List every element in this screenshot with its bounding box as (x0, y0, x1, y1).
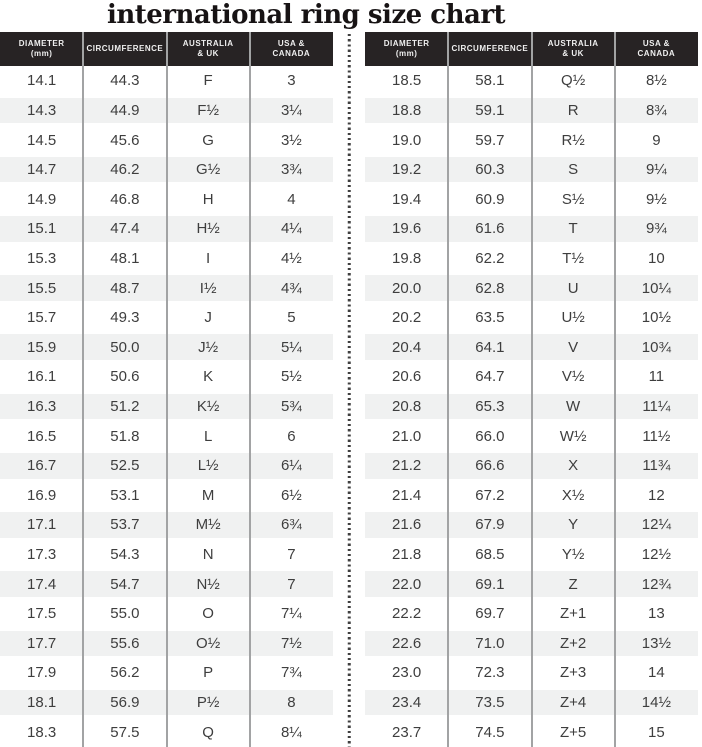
table-cell: 19.8 (392, 249, 422, 267)
table-cell: 56.2 (110, 664, 140, 682)
table-cell: 4½ (280, 249, 302, 267)
table-cell: O (202, 605, 214, 623)
table-cell: 7¼ (280, 605, 302, 623)
table-cell: 3 (287, 72, 296, 90)
table-cell: 9½ (645, 190, 667, 208)
table-cell: 73.5 (475, 694, 505, 712)
table-cell: 49.3 (110, 309, 140, 327)
table-cell: 5½ (280, 368, 302, 386)
table-cell: 69.1 (475, 575, 505, 593)
table-cell: 19.2 (392, 161, 422, 179)
table-cell: 5¼ (280, 338, 302, 356)
table-cell: 46.8 (110, 190, 140, 208)
column-divider (249, 32, 251, 747)
table-cell: 68.5 (475, 546, 505, 564)
table-cell: 44.9 (110, 101, 140, 119)
table-cell: 53.1 (110, 486, 140, 504)
table-cell: 14.9 (27, 190, 57, 208)
header-cell-circumference (448, 32, 531, 66)
table-cell: K (203, 368, 214, 386)
table-cell: R (567, 101, 579, 119)
table-cell: 22.0 (392, 575, 422, 593)
table-cell: F½ (197, 101, 219, 119)
header-label: DIAMETER (18, 39, 65, 48)
table-cell: 8 (287, 694, 296, 712)
table-cell: J½ (198, 338, 219, 356)
table-cell: 23.0 (392, 664, 422, 682)
table-cell: 72.3 (475, 664, 505, 682)
table-cell: N (202, 546, 214, 564)
table-cell: 11¼ (642, 398, 671, 415)
table-cell: 54.3 (110, 546, 140, 564)
table-cell: Q (202, 723, 214, 741)
ring-size-table-left (0, 32, 333, 747)
table-cell: 56.9 (110, 694, 140, 712)
header-label: CIRCUMFERENCE (86, 44, 164, 53)
table-cell: 44.3 (110, 72, 140, 90)
table-cell: I½ (199, 279, 217, 297)
header-cell-usa-canada (615, 32, 698, 66)
page-title: international ring size chart (106, 0, 506, 30)
table-cell: 23.7 (392, 723, 422, 741)
table-cell: 59.7 (475, 131, 505, 149)
table-cell: Z (568, 575, 578, 593)
table-cell: T½ (562, 249, 584, 267)
column-divider (82, 32, 84, 747)
title-wrap (0, 0, 702, 32)
table-cell: 60.3 (475, 161, 505, 179)
table-cell: K½ (196, 398, 220, 415)
header-cell-diameter (0, 32, 83, 66)
table-cell: 59.1 (475, 101, 505, 119)
table-cell: 10¾ (641, 338, 671, 356)
table-cell: T (568, 220, 578, 238)
column-divider (447, 32, 449, 747)
table-cell: 60.9 (475, 190, 505, 208)
table-cell: 10½ (641, 309, 671, 327)
table-cell: Z+3 (559, 664, 587, 682)
table-cell: 7¾ (280, 664, 302, 682)
table-cell: 12¾ (641, 575, 671, 593)
table-cell: W½ (559, 427, 587, 445)
table-cell: 17.4 (27, 575, 57, 593)
table-cell: 7 (287, 575, 296, 593)
table-cell: 48.1 (110, 249, 140, 267)
table-cell: 3½ (280, 131, 302, 149)
table-cell: Z+2 (559, 634, 587, 652)
table-cell: 14.5 (27, 131, 57, 149)
table-cell: 15.9 (27, 338, 57, 356)
table-cell: 17.1 (27, 516, 57, 534)
header-cell-australia-uk (532, 32, 615, 66)
table-cell: 50.0 (110, 338, 140, 356)
table-cell: 11 (648, 368, 665, 386)
table-cell: 8½ (645, 72, 667, 90)
tables-container (0, 32, 702, 747)
table-cell: 16.9 (27, 486, 57, 504)
table-cell: 12½ (641, 546, 671, 564)
column-divider (166, 32, 168, 747)
table-cell: 62.8 (475, 279, 505, 297)
table-cell: 16.7 (27, 457, 57, 475)
table-cell: 55.6 (110, 634, 140, 652)
table-cell: O½ (196, 634, 221, 652)
table-cell: 15.7 (27, 309, 57, 327)
table-cell: 11¾ (642, 457, 671, 475)
table-cell: 22.2 (392, 605, 422, 623)
table-cell: 17.3 (27, 546, 57, 564)
ring-size-table-right (365, 32, 698, 747)
table-cell: V½ (561, 368, 585, 386)
table-cell: 62.2 (475, 249, 505, 267)
table-cell: 18.8 (392, 101, 422, 119)
table-cell: 18.3 (27, 723, 57, 741)
table-cell: 12¼ (641, 516, 671, 534)
header-label: USA & (642, 39, 670, 48)
table-cell: 47.4 (110, 220, 140, 238)
table-cell: 46.2 (110, 161, 140, 179)
table-cell: 67.9 (475, 516, 505, 534)
table-cell: 17.9 (27, 664, 57, 682)
table-cell: Y½ (561, 546, 585, 564)
table-cell: 64.7 (475, 368, 505, 386)
table-cell: 17.5 (27, 605, 57, 623)
table-cell: 13 (648, 605, 665, 623)
table-cell: 65.3 (475, 398, 505, 415)
table-cell: 54.7 (110, 575, 140, 593)
table-cell: 3¾ (280, 161, 302, 179)
table-cell: 13½ (641, 634, 671, 652)
table-cell: W (566, 398, 581, 415)
table-cell: I (206, 249, 211, 267)
table-cell: 17.7 (27, 634, 57, 652)
table-cell: 63.5 (475, 309, 505, 327)
table-cell: 51.8 (110, 427, 140, 445)
table-cell: M½ (195, 516, 221, 534)
table-cell: 20.4 (392, 338, 422, 356)
table-cell: Q½ (561, 72, 586, 90)
table-cell: 19.4 (392, 190, 422, 208)
header-sublabel: & UK (197, 49, 219, 58)
table-cell: R½ (561, 131, 585, 149)
header-label: AUSTRALIA (547, 39, 599, 48)
dotted-divider (348, 34, 351, 747)
table-cell: 51.2 (110, 398, 140, 415)
table-cell: 9 (652, 131, 661, 149)
table-cell: H (202, 190, 214, 208)
table-cell: P (203, 664, 214, 682)
table-cell: 3¼ (280, 101, 302, 119)
table-cell: 66.0 (475, 427, 505, 445)
table-cell: 20.6 (392, 368, 422, 386)
table-cell: 5¾ (280, 398, 302, 415)
table-cell: 48.7 (110, 279, 140, 297)
table-cell: 18.1 (27, 694, 57, 712)
table-cell: H½ (196, 220, 220, 238)
table-cell: 20.8 (392, 398, 422, 415)
table-cell: 52.5 (110, 457, 140, 475)
table-cell: 16.3 (27, 398, 57, 415)
header-sublabel: CANADA (637, 49, 676, 58)
table-cell: 14½ (641, 694, 671, 712)
header-label: USA & (277, 39, 305, 48)
table-cell: F (203, 72, 213, 90)
header-cell-circumference (83, 32, 166, 66)
table-gap (333, 32, 365, 747)
header-sublabel: (mm) (30, 49, 53, 58)
table-cell: 6¼ (280, 457, 302, 475)
table-cell: 12 (648, 486, 665, 504)
table-cell: 10¼ (641, 279, 671, 297)
table-cell: 61.6 (475, 220, 505, 238)
header-label: CIRCUMFERENCE (451, 44, 529, 53)
table-cell: S (568, 161, 579, 179)
table-cell: 5 (287, 309, 296, 327)
table-cell: 23.4 (392, 694, 422, 712)
table-cell: J (204, 309, 212, 327)
table-cell: 14.1 (27, 72, 57, 90)
table-cell: 14 (648, 664, 665, 682)
table-cell: 8¾ (645, 101, 667, 119)
table-cell: 53.7 (110, 516, 140, 534)
table-cell: 6½ (280, 486, 302, 504)
table-cell: 50.6 (110, 368, 140, 386)
table-cell: 66.6 (475, 457, 505, 475)
table-cell: 22.6 (392, 634, 422, 652)
header-cell-australia-uk (167, 32, 250, 66)
header-sublabel: & UK (562, 49, 584, 58)
table-cell: 7½ (280, 634, 302, 652)
table-cell: Z+5 (559, 723, 587, 741)
table-cell: 21.0 (392, 427, 422, 445)
column-divider (614, 32, 616, 747)
table-cell: 57.5 (110, 723, 140, 741)
table-cell: X½ (561, 486, 585, 504)
header-cell-diameter (365, 32, 448, 66)
table-cell: V (568, 338, 579, 356)
table-cell: 18.5 (392, 72, 422, 90)
table-cell: G½ (196, 161, 221, 179)
table-cell: 58.1 (475, 72, 505, 90)
header-sublabel: (mm) (395, 49, 418, 58)
table-cell: 15.5 (27, 279, 57, 297)
table-cell: 9¾ (645, 220, 667, 238)
table-cell: 4 (287, 190, 296, 208)
table-cell: X (568, 457, 579, 475)
table-cell: 6 (287, 427, 296, 445)
table-cell: 20.2 (392, 309, 422, 327)
table-cell: 21.2 (392, 457, 422, 475)
table-cell: Z+1 (559, 605, 587, 623)
table-cell: 15.3 (27, 249, 57, 267)
table-cell: Y (568, 516, 579, 534)
table-cell: Z+4 (559, 694, 587, 712)
table-cell: 16.1 (27, 368, 57, 386)
table-cell: S½ (561, 190, 585, 208)
table-cell: 10 (648, 249, 665, 267)
table-cell: 6¾ (280, 516, 302, 534)
table-cell: L½ (197, 457, 219, 475)
table-cell: 8¼ (280, 723, 302, 741)
table-cell: 19.0 (392, 131, 422, 149)
table-cell: 21.4 (392, 486, 422, 504)
table-cell: U (567, 279, 579, 297)
header-label: DIAMETER (383, 39, 430, 48)
table-cell: 45.6 (110, 131, 140, 149)
table-cell: P½ (196, 694, 220, 712)
table-cell: 74.5 (475, 723, 505, 741)
table-cell: 4¾ (280, 279, 302, 297)
table-cell: 16.5 (27, 427, 57, 445)
table-cell: 15 (648, 723, 665, 741)
table-cell: M (201, 486, 215, 504)
table-cell: 21.8 (392, 546, 422, 564)
header-cell-usa-canada (250, 32, 333, 66)
table-cell: N½ (196, 575, 220, 593)
table-cell: 9¼ (645, 161, 667, 179)
table-cell: G (202, 131, 214, 149)
table-cell: 4¼ (280, 220, 302, 238)
table-cell: 20.0 (392, 279, 422, 297)
table-cell: 15.1 (27, 220, 57, 238)
table-cell: 71.0 (475, 634, 505, 652)
table-cell: U½ (561, 309, 585, 327)
column-divider (531, 32, 533, 747)
table-cell: 67.2 (475, 486, 505, 504)
table-cell: 14.3 (27, 101, 57, 119)
table-cell: 19.6 (392, 220, 422, 238)
table-cell: 55.0 (110, 605, 140, 623)
table-cell: L (203, 427, 213, 445)
table-cell: 11½ (642, 427, 671, 445)
header-label: AUSTRALIA (182, 39, 234, 48)
header-sublabel: CANADA (272, 49, 311, 58)
table-cell: 7 (287, 546, 296, 564)
table-cell: 14.7 (27, 161, 57, 179)
table-cell: 21.6 (392, 516, 422, 534)
table-cell: 69.7 (475, 605, 505, 623)
table-cell: 64.1 (475, 338, 505, 356)
